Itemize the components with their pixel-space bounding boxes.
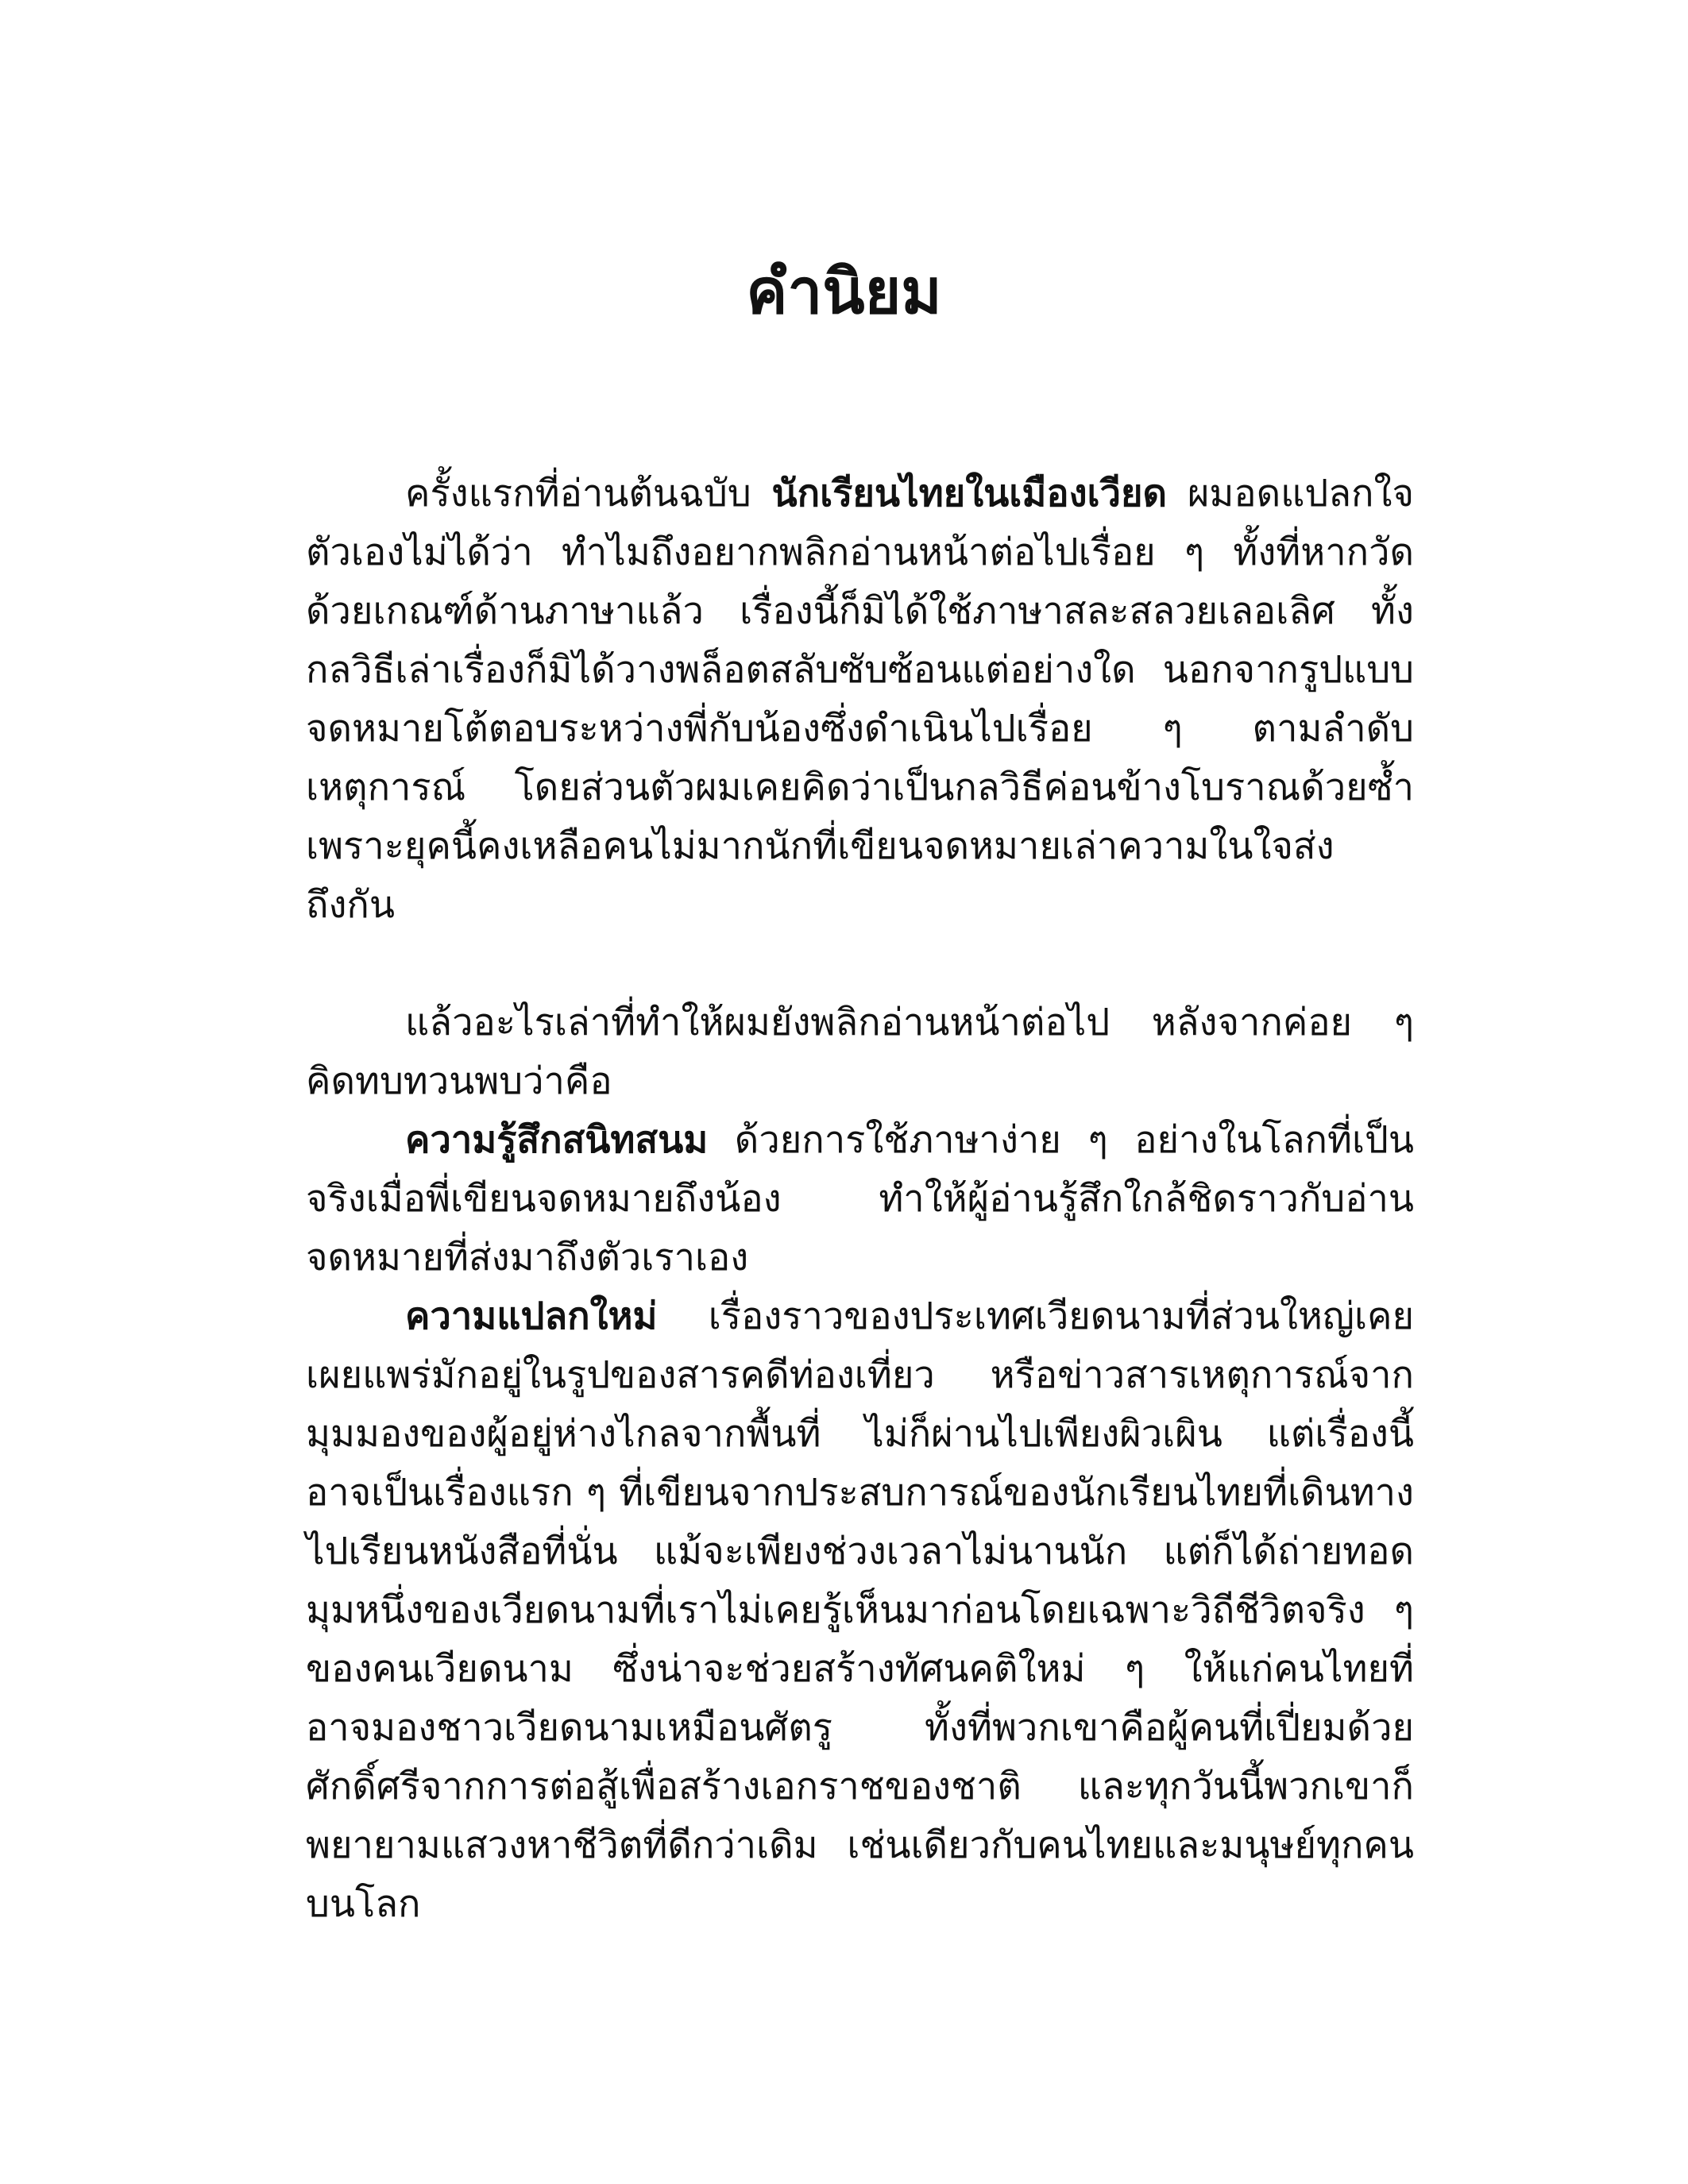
page-title: คำนิยม	[746, 256, 942, 328]
paragraph-question-text: แล้วอะไรเล่าที่ทำให้ผมยังพลิกอ่านหน้าต่อไป หลังจากค่อย ๆ คิดทบทวนพบว่าคือ	[306, 1001, 1414, 1103]
paragraph-intimacy	[306, 1111, 1414, 1287]
heading-intimacy: ความรู้สึกสนิทสนม	[405, 1118, 709, 1162]
paragraph-novelty-text: เรื่องราวของประเทศเวียดนามที่ส่วนใหญ่เคยเผยแพร่มักอยู่ในรูปของสารคดีท่องเที่ยว หรือข่าวสารเหตุการณ์จากมุมมองของผู้อยู่ห่างไกลจากพื้นที่ ไม่ก็ผ่านไปเพียงผิวเผิน แต่เรื่องนี้อาจเป็นเรื่องแรก ๆ ที่เขียนจากประสบการณ์ของนักเรียนไทยที่เดินทางไปเรียนหนังสือที่นั่น แม้จะเพียงช่วงเวลาไม่นานนัก แต่ก็ได้ถ่ายทอดมุมหนึ่งของเวียดนามที่เราไม่เคยรู้เห็นมาก่อนโดยเฉพาะวิถีชีวิตจริง ๆ ของคนเวียดนาม ซึ่งน่าจะช่วยสร้างทัศนคติใหม่ ๆ ให้แก่คนไทยที่อาจมองชาวเวียดนามเหมือนศัตรู ทั้งที่พวกเขาคือผู้คนที่เปี่ยมด้วยศักดิ์ศรีจากการต่อสู้เพื่อสร้างเอกราชของชาติ และทุกวันนี้พวกเขาก็พยายามแสวงหาชีวิตที่ดีกว่าเดิม เช่นเดียวกับคนไทยและมนุษย์ทุกคนบนโลก	[306, 1295, 1414, 1926]
paragraph-novelty	[306, 1287, 1414, 1934]
paragraph-question	[306, 994, 1414, 1111]
paragraph-intro-text: ผมอดแปลกใจตัวเองไม่ได้ว่า ทำไมถึงอยากพลิกอ่านหน้าต่อไปเรื่อย ๆ ทั้งที่หากวัดด้วยเกณฑ์ด้านภาษาแล้ว เรื่องนี้ก็มิได้ใช้ภาษาสละสลวยเลอเลิศ ทั้งกลวิธีเล่าเรื่องก็มิได้วางพล็อตสลับซับซ้อนแต่อย่างใด นอกจากรูปแบบจดหมายโต้ตอบระหว่างพี่กับน้องซึ่งดำเนินไปเรื่อย ๆ ตามลำดับเหตุการณ์ โดยส่วนตัวผมเคยคิดว่าเป็นกลวิธีค่อนข้างโบราณด้วยซ้ำ เพราะยุคนี้คงเหลือคนไม่มากนักที่เขียนจดหมายเล่าความในใจส่งถึงกัน	[306, 472, 1414, 927]
heading-novelty: ความแปลกใหม่	[405, 1295, 658, 1338]
paragraph-intro-lead: ครั้งแรกที่อ่านต้นฉบับ	[405, 472, 772, 515]
paragraph-intro	[306, 465, 1414, 935]
book-title-emphasis: นักเรียนไทยในเมืองเวียด	[771, 472, 1168, 515]
body-text	[306, 465, 1414, 1934]
paragraph-intimacy-text: ด้วยการใช้ภาษาง่าย ๆ อย่างในโลกที่เป็นจริงเมื่อพี่เขียนจดหมายถึงน้อง ทำให้ผู้อ่านรู้สึกใกล้ชิดราวกับอ่านจดหมายที่ส่งมาถึงตัวเราเอง	[306, 1118, 1414, 1279]
